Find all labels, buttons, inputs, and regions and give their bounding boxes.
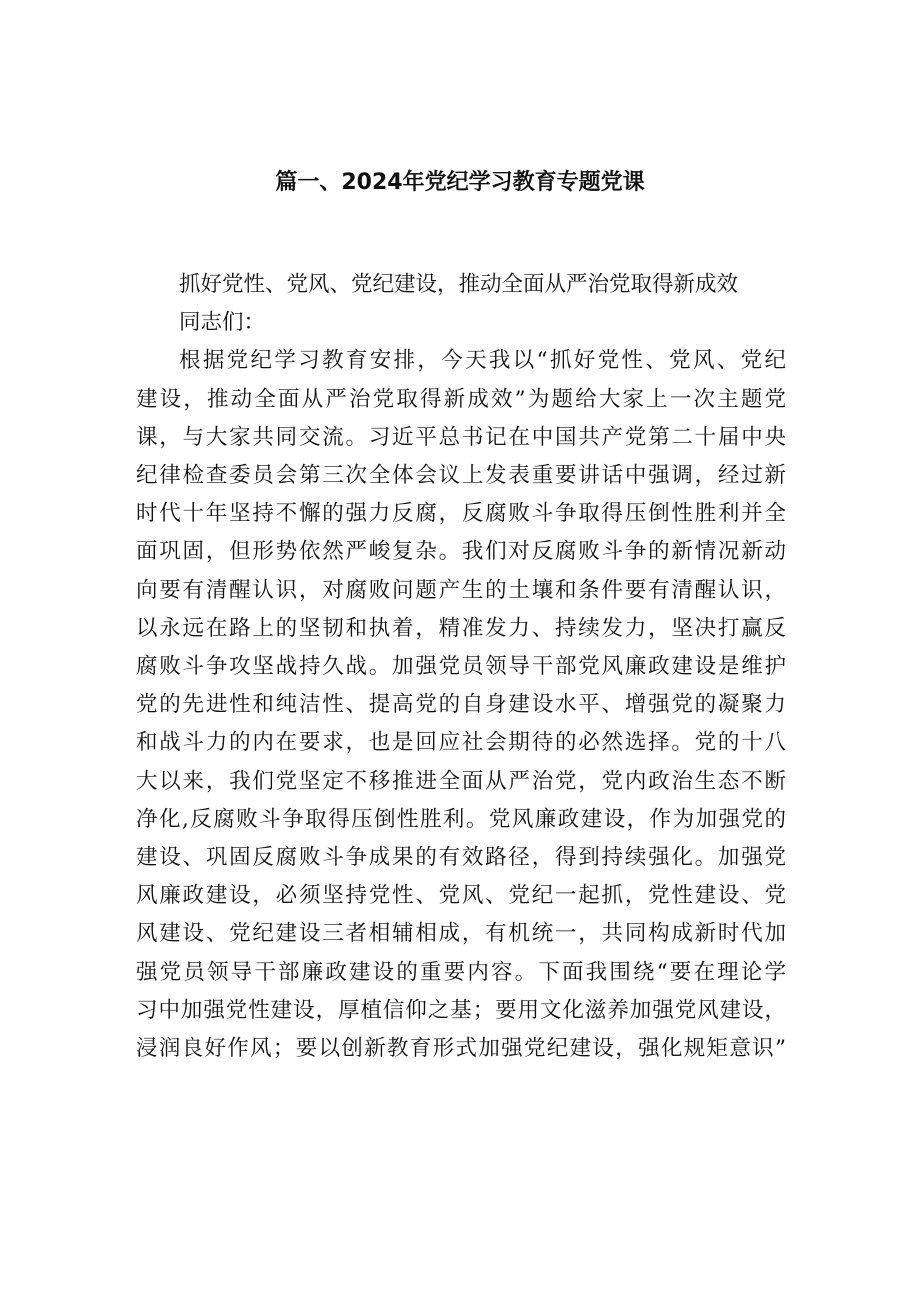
paragraph-line: 根据党纪学习教育安排，今天我以“抓好党性、党风、党纪	[179, 348, 786, 374]
paragraph-line: 大以来，我们党坚定不移推进全面从严治党，党内政治生态不断	[136, 768, 786, 794]
paragraph-line: 党的先进性和纯洁性、提高党的自身建设水平、增强党的凝聚力	[136, 692, 786, 718]
paragraph-line: 强党员领导干部廉政建设的重要内容。下面我围绕“要在理论学	[136, 959, 786, 985]
paragraph-line: 时代十年坚持不懈的强力反腐，反腐败斗争取得压倒性胜利并全	[136, 501, 786, 527]
paragraph-line: 建设、巩固反腐败斗争成果的有效路径，得到持续强化。加强党	[136, 845, 786, 871]
paragraph-line: 浸润良好作风；要以创新教育形式加强党纪建设，强化规矩意识”	[136, 1036, 786, 1062]
document-body	[136, 266, 786, 1068]
paragraph-line: 纪律检查委员会第三次全体会议上发表重要讲话中强调，经过新	[136, 463, 786, 489]
document-title: 篇一、2024年党纪学习教育专题党课	[275, 170, 645, 195]
paragraph-line: 习中加强党性建设，厚植信仰之基；要用文化滋养加强党风建设，	[136, 997, 786, 1023]
paragraph-line: 课，与大家共同交流。习近平总书记在中国共产党第二十届中央	[136, 424, 786, 450]
paragraph-line: 和战斗力的内在要求，也是回应社会期待的必然选择。党的十八	[136, 730, 786, 756]
paragraph-line: 建设，推动全面从严治党取得新成效”为题给大家上一次主题党	[136, 386, 786, 412]
paragraph-line: 腐败斗争攻坚战持久战。加强党员领导干部党风廉政建设是维护	[136, 654, 786, 680]
paragraph-line: 风建设、党纪建设三者相辅相成，有机统一，共同构成新时代加	[136, 921, 786, 947]
paragraph-line: 风廉政建设，必须坚持党性、党风、党纪一起抓，党性建设、党	[136, 883, 786, 909]
document-subtitle: 抓好党性、党风、党纪建设，推动全面从严治党取得新成效	[179, 272, 739, 297]
paragraph-line: 面巩固，但形势依然严峻复杂。我们对反腐败斗争的新情况新动	[136, 539, 786, 565]
paragraph-line: 向要有清醒认识，对腐败问题产生的土壤和条件要有清醒认识，	[136, 577, 786, 603]
paragraph-line: 净化,反腐败斗争取得压倒性胜利。党风廉政建设，作为加强党的	[136, 806, 786, 832]
paragraph-line: 以永远在路上的坚韧和执着，精准发力、持续发力，坚决打赢反	[136, 615, 786, 641]
salutation: 同志们：	[179, 310, 266, 336]
body-paragraph	[136, 342, 786, 1068]
